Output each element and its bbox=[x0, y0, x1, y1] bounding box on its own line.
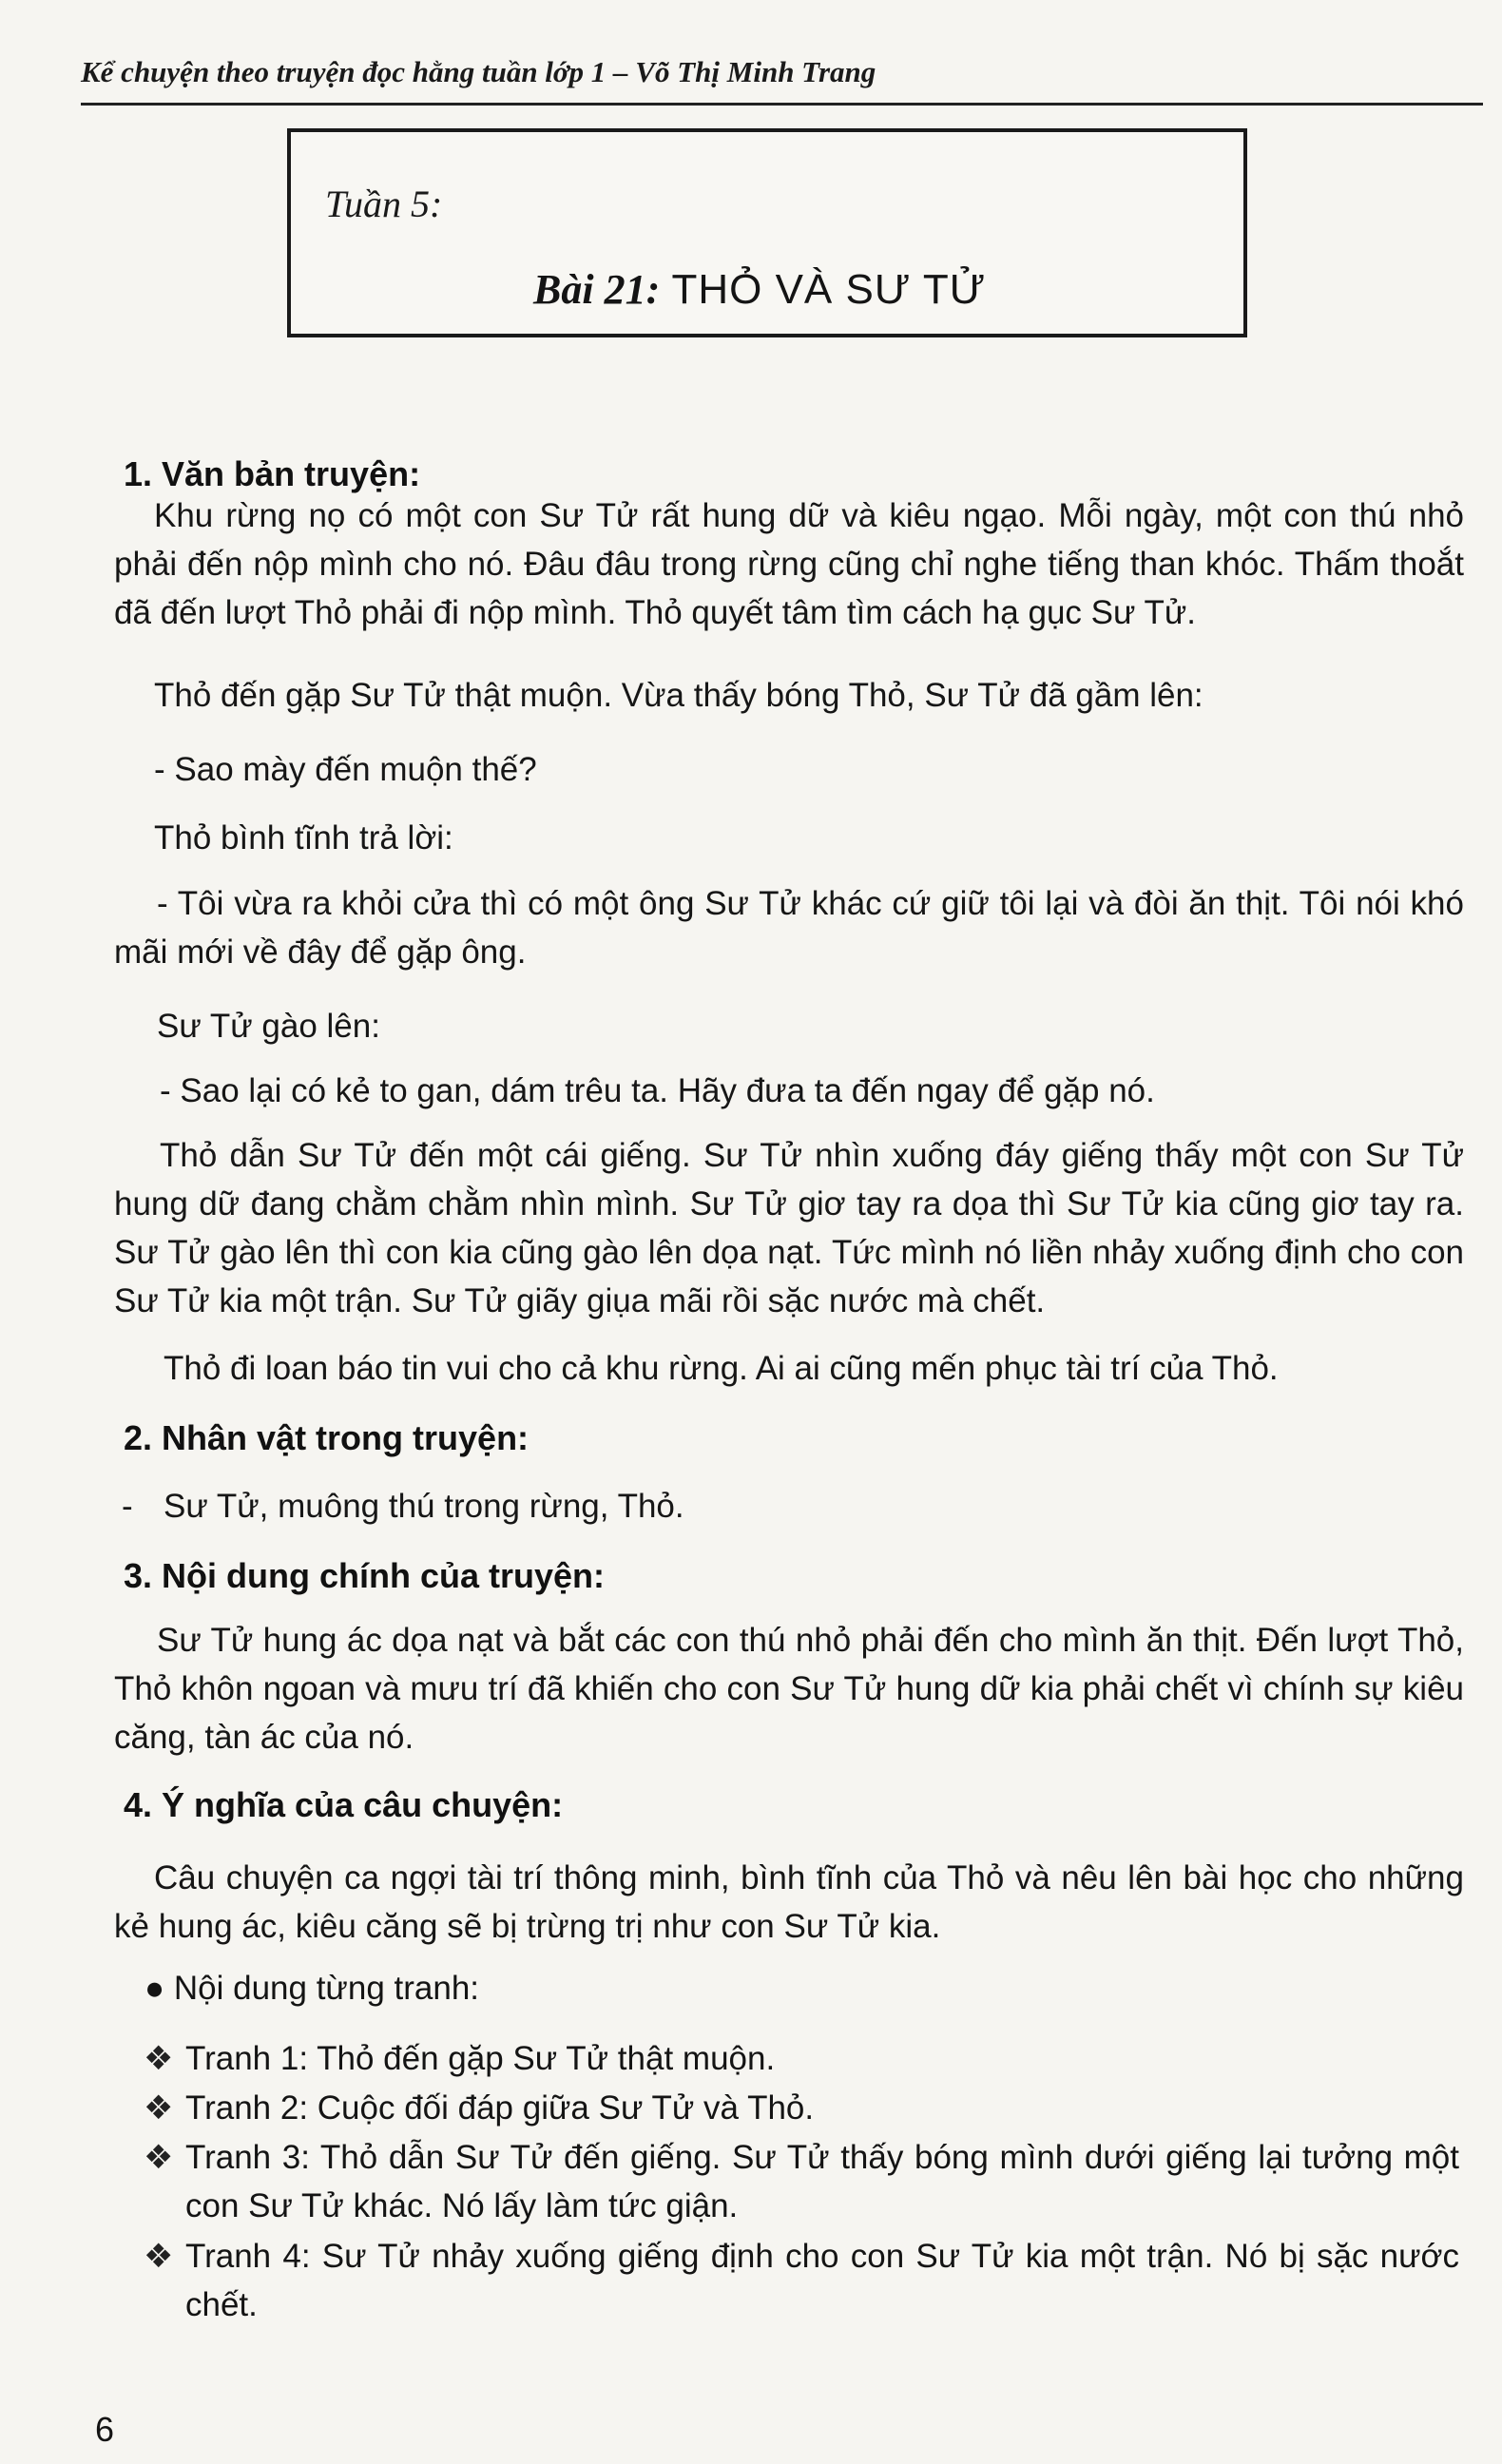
picture-item-2 bbox=[144, 2084, 1459, 2132]
list-dash: - bbox=[122, 1488, 133, 1525]
picture-item-text: Tranh 2: Cuộc đối đáp giữa Sư Tử và Thỏ. bbox=[185, 2089, 815, 2127]
meaning-text: Câu chuyện ca ngợi tài trí thông minh, bình tĩnh của Thỏ và nêu lên bài học cho những kẻ hung ác, kiêu căng sẽ bị trừng trị như con Sư Tử kia. bbox=[114, 1859, 1464, 1945]
picture-item-text: Tranh 4: Sư Tử nhảy xuống giếng định cho con Sư Tử kia một trận. Nó bị sặc nước chết. bbox=[185, 2238, 1459, 2323]
characters-list: Sư Tử, muông thú trong rừng, Thỏ. bbox=[164, 1488, 684, 1525]
week-label: Tuần 5: bbox=[325, 183, 443, 225]
picture-item-1 bbox=[144, 2034, 1459, 2083]
section-1-heading: 1. Văn bản truyện: bbox=[124, 454, 421, 493]
header-rule bbox=[81, 103, 1483, 106]
story-paragraph-3: Thỏ bình tĩnh trả lời: bbox=[154, 819, 453, 857]
main-content-text: Sư Tử hung ác dọa nạt và bắt các con thú nhỏ phải đến cho mình ăn thịt. Đến lượt Thỏ, Thỏ khôn ngoan và mưu trí đã khiến cho con Sư Tử hung dữ kia phải chết vì chính sự kiêu căng, tàn ác của nó. bbox=[114, 1622, 1464, 1756]
story-dialogue-3: - Sao lại có kẻ to gan, dám trêu ta. Hãy đưa ta đến ngay để gặp nó. bbox=[160, 1072, 1155, 1109]
picture-item-text: Tranh 3: Thỏ dẫn Sư Tử đến giếng. Sư Tử thấy bóng mình dưới giếng lại tưởng một con Sư Tử khác. Nó lấy làm tức giận. bbox=[185, 2139, 1459, 2224]
story-paragraph-5: Thỏ dẫn Sư Tử đến một cái giếng. Sư Tử nhìn xuống đáy giếng thấy một con Sư Tử hung dữ đang chằm chằm nhìn mình. Sư Tử giơ tay ra dọa thì Sư Tử kia cũng giơ tay ra. Sư Tử gào lên thì con kia cũng gào lên dọa nạt. Tức mình nó liền nhảy xuống định cho con Sư Tử kia một trận. Sư Tử giãy giụa mãi rồi sặc nước mà chết. bbox=[114, 1137, 1464, 1319]
diamond-bullet-icon: ❖ bbox=[144, 2040, 174, 2077]
diamond-bullet-icon: ❖ bbox=[144, 2139, 174, 2176]
bullet-dot-icon: ● bbox=[144, 1970, 165, 2007]
diamond-bullet-icon: ❖ bbox=[144, 2238, 174, 2275]
story-dialogue-1: - Sao mày đến muộn thế? bbox=[154, 751, 537, 788]
diamond-bullet-icon: ❖ bbox=[144, 2089, 174, 2127]
lesson-title bbox=[533, 265, 986, 314]
story-paragraph-6: Thỏ đi loan báo tin vui cho cả khu rừng. Ai ai cũng mến phục tài trí của Thỏ. bbox=[164, 1350, 1279, 1387]
section-2-heading: 2. Nhân vật trong truyện: bbox=[124, 1418, 530, 1457]
bullet-text: Nội dung từng tranh: bbox=[173, 1970, 480, 2007]
section-4-heading: 4. Ý nghĩa của câu chuyện: bbox=[124, 1785, 564, 1824]
bullet-item bbox=[144, 1970, 479, 2008]
section-3-heading: 3. Nội dung chính của truyện: bbox=[124, 1556, 606, 1595]
story-dialogue-2: - Tôi vừa ra khỏi cửa thì có một ông Sư Tử khác cứ giữ tôi lại và đòi ăn thịt. Tôi nói khó mãi mới về đây để gặp ông. bbox=[114, 885, 1464, 971]
picture-item-3 bbox=[144, 2133, 1459, 2230]
page-number: 6 bbox=[95, 2410, 115, 2449]
picture-item-text: Tranh 1: Thỏ đến gặp Sư Tử thật muộn. bbox=[185, 2040, 776, 2077]
story-paragraph-4: Sư Tử gào lên: bbox=[157, 1008, 380, 1045]
lesson-title-text: THỎ VÀ SƯ TỬ bbox=[671, 266, 987, 313]
picture-item-4 bbox=[144, 2232, 1459, 2329]
story-paragraph-2: Thỏ đến gặp Sư Tử thật muộn. Vừa thấy bóng Thỏ, Sư Tử đã gầm lên: bbox=[154, 677, 1204, 714]
running-header: Kể chuyện theo truyện đọc hằng tuần lớp 1 – Võ Thị Minh Trang bbox=[81, 55, 876, 88]
story-paragraph-1: Khu rừng nọ có một con Sư Tử rất hung dữ và kiêu ngạo. Mỗi ngày, một con thú nhỏ phải đến nộp mình cho nó. Đâu đâu trong rừng cũng chỉ nghe tiếng than khóc. Thấm thoắt đã đến lượt Thỏ phải đi nộp mình. Thỏ quyết tâm tìm cách hạ gục Sư Tử. bbox=[114, 497, 1464, 631]
lesson-title-box bbox=[287, 128, 1247, 337]
lesson-number: Bài 21: bbox=[533, 266, 661, 313]
